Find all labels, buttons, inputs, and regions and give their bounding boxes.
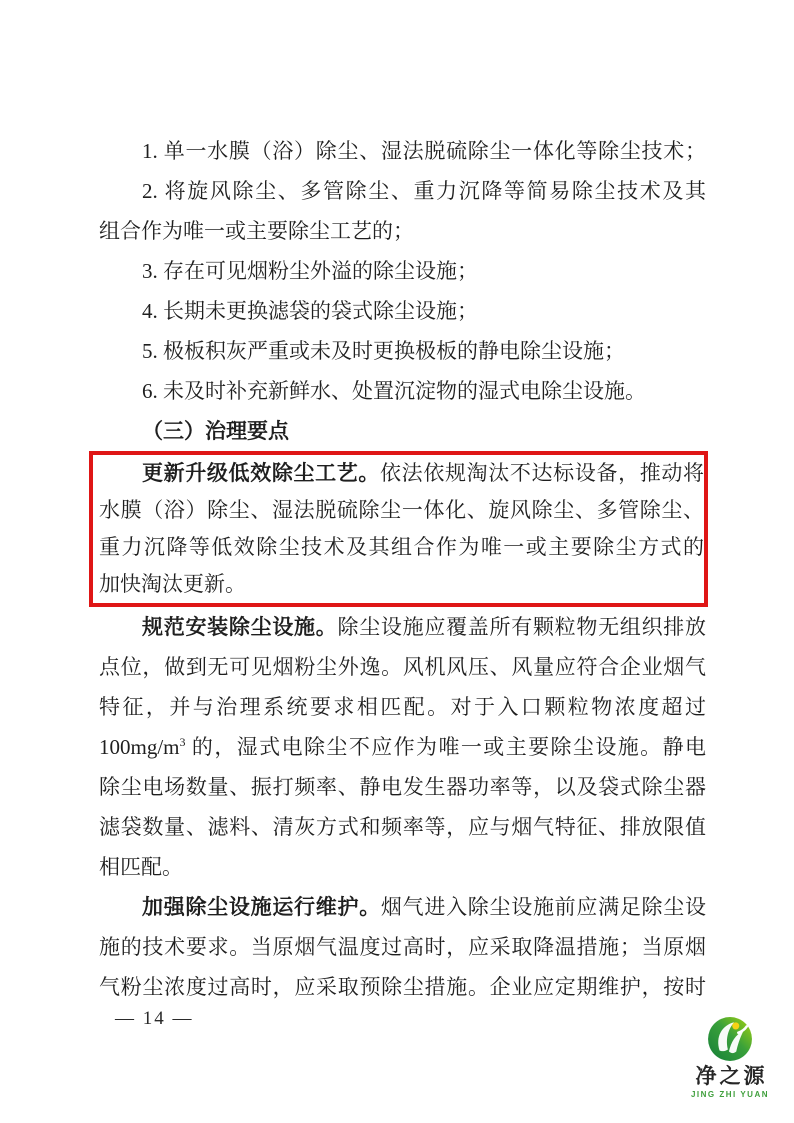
paragraph-2-line-5: 除尘电场数量、振打频率、静电发生器功率等，以及袋式除尘器 — [99, 775, 706, 799]
list-item-3: 3. 存在可见烟粉尘外溢的除尘设施； — [142, 259, 478, 283]
list-item-6: 6. 未及时补充新鲜水、处置沉淀物的湿式电除尘设施。 — [142, 379, 646, 403]
list-item-4: 4. 长期未更换滤袋的袋式除尘设施； — [142, 299, 478, 323]
highlight-line-3: 重力沉降等低效除尘技术及其组合作为唯一或主要除尘方式的 — [99, 535, 704, 559]
paragraph-3-line-2: 施的技术要求。当原烟气温度过高时，应采取降温措施；当原烟 — [99, 935, 706, 959]
list-item-5: 5. 极板积灰严重或未及时更换极板的静电除尘设施； — [142, 339, 625, 363]
highlight-line-2: 水膜（浴）除尘、湿法脱硫除尘一体化、旋风除尘、多管除尘、 — [99, 498, 704, 522]
logo-name-chinese: 净之源 — [695, 1064, 768, 1088]
paragraph-2-line-2: 点位，做到无可见烟粉尘外逸。风机风压、风量应符合企业烟气 — [99, 655, 706, 679]
logo-icon — [707, 1016, 753, 1062]
paragraph-2-line-3: 特征，并与治理系统要求相匹配。对于入口颗粒物浓度超过 — [99, 695, 706, 719]
logo-name-english: JING ZHI YUAN — [690, 1090, 770, 1099]
list-item-2: 2. 将旋风除尘、多管除尘、重力沉降等简易除尘技术及其 — [142, 179, 706, 203]
paragraph-text: 烟气进入除尘设施前应满足除尘设 — [380, 895, 706, 919]
highlight-box — [89, 451, 708, 607]
paragraph-lead-bold: 规范安装除尘设施。 — [142, 615, 338, 639]
paragraph-3-line-3: 气粉尘浓度过高时，应采取预除尘措施。企业应定期维护，按时 — [99, 975, 706, 999]
superscript-3: 3 — [179, 735, 186, 749]
paragraph-text: 的，湿式电除尘不应作为唯一或主要除尘设施。静电 — [190, 735, 706, 759]
paragraph-lead-bold: 加强除尘设施运行维护。 — [142, 895, 381, 919]
paragraph-text: 依法依规淘汰不达标设备，推动将 — [380, 461, 704, 485]
paragraph-2-line-6: 滤袋数量、滤料、清灰方式和频率等，应与烟气特征、排放限值 — [99, 815, 706, 839]
list-item-2-continuation: 组合作为唯一或主要除尘工艺的； — [99, 219, 414, 243]
paragraph-2-line-7: 相匹配。 — [99, 855, 183, 879]
list-item-1: 1. 单一水膜（浴）除尘、湿法脱硫除尘一体化等除尘技术； — [142, 139, 706, 163]
highlight-line-1 — [99, 455, 704, 492]
document-body — [99, 131, 706, 1007]
paragraph-lead-bold: 更新升级低效除尘工艺。 — [142, 461, 381, 485]
measurement-value: 100mg/m — [99, 735, 180, 759]
paragraph-3-line-1 — [99, 887, 706, 927]
paragraph-2-line-1 — [99, 607, 706, 647]
paragraph-2-line-4 — [99, 727, 706, 767]
section-heading: （三）治理要点 — [142, 419, 289, 443]
page-number: — 14 — — [115, 1008, 194, 1029]
highlight-line-4: 加快淘汰更新。 — [99, 572, 246, 596]
company-logo — [686, 1016, 774, 1099]
paragraph-text: 除尘设施应覆盖所有颗粒物无组织排放 — [337, 615, 706, 639]
